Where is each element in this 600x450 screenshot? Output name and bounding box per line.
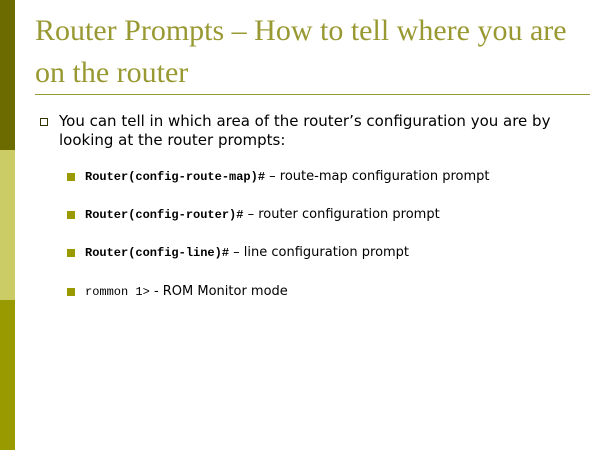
sub-bullet-text	[85, 168, 490, 186]
prompt-code: rommon 1>	[85, 285, 150, 299]
sub-bullet-text	[85, 244, 409, 262]
prompt-description: – router configuration prompt	[243, 207, 440, 222]
hollow-square-bullet-icon	[40, 118, 48, 126]
prompt-description: – line configuration prompt	[229, 245, 410, 260]
sub-bullet-text	[85, 283, 288, 301]
prompt-description: – route-map configuration prompt	[265, 169, 490, 184]
sub-bullet-rommon	[67, 283, 587, 303]
slide-title: Router Prompts – How to tell where you are on the router	[35, 14, 567, 89]
square-bullet-icon	[67, 211, 75, 219]
sub-bullet-route-map	[67, 168, 587, 188]
prompt-code: Router(config-line)#	[85, 246, 230, 260]
title-divider	[35, 94, 590, 95]
square-bullet-icon	[67, 288, 75, 296]
prompt-code: Router(config-router)#	[85, 208, 244, 222]
prompt-description: - ROM Monitor mode	[149, 284, 288, 299]
accent-bar-bottom	[0, 300, 15, 450]
sub-bullet-router	[67, 206, 587, 226]
prompt-code: Router(config-route-map)#	[85, 170, 266, 184]
accent-bar-top	[0, 0, 15, 150]
sub-bullet-text	[85, 206, 440, 224]
square-bullet-icon	[67, 173, 75, 181]
square-bullet-icon	[67, 249, 75, 257]
accent-bar-middle	[0, 150, 15, 300]
main-bullet-text: You can tell in which area of the router’s configuration you are by looking at the router prompts:	[59, 112, 551, 149]
sub-bullet-line	[67, 244, 587, 264]
